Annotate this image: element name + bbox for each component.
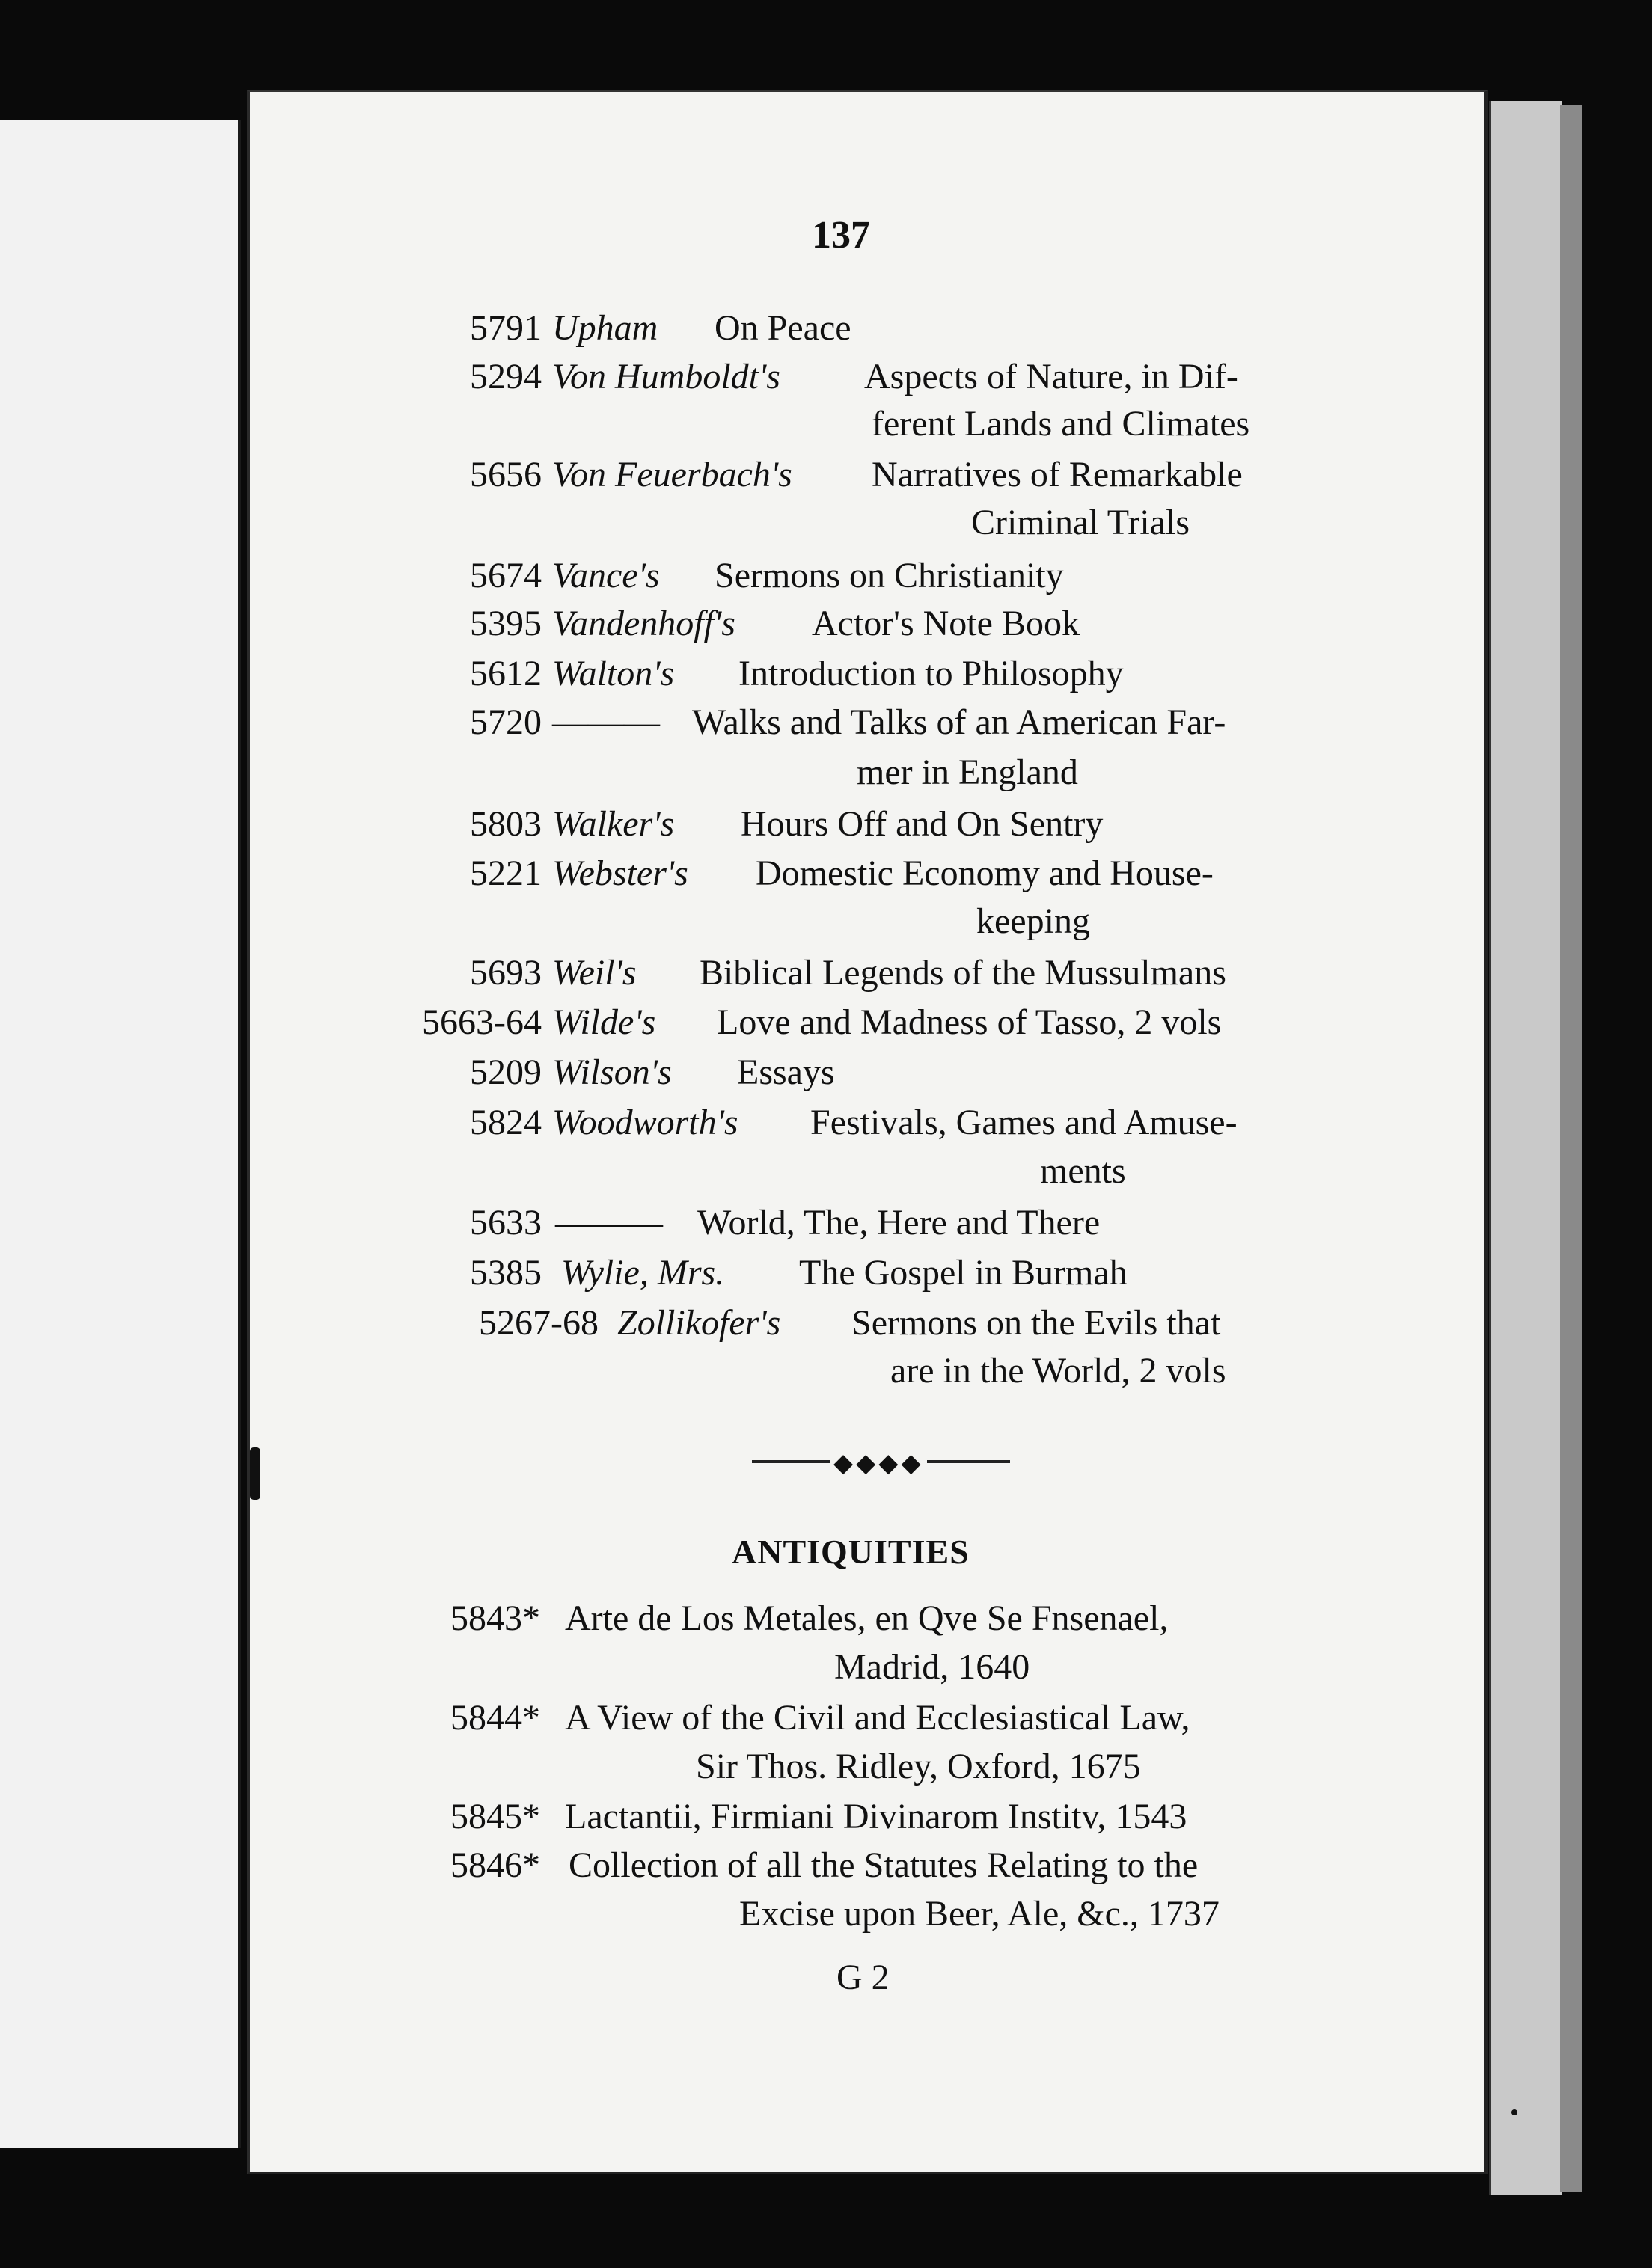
entry-author: Woodworth's: [552, 1103, 738, 1142]
antiquity-title-continued: Madrid, 1640: [834, 1647, 1030, 1687]
entry-number: 5294: [470, 357, 542, 396]
entry-title-continued: mer in England: [857, 753, 1078, 792]
entry-title: Hours Off and On Sentry: [741, 804, 1104, 844]
entry-title: Essays: [737, 1052, 835, 1092]
entry-number: 5663-64: [422, 1002, 542, 1042]
entry-number: 5656: [470, 455, 542, 494]
speck: [1511, 2109, 1517, 2115]
entry-title: Sermons on the Evils that: [851, 1303, 1221, 1343]
entry-author: Wilde's: [552, 1002, 656, 1042]
entry-author: Von Feuerbach's: [552, 455, 792, 494]
antiquity-number: 5844*: [450, 1698, 540, 1738]
entry-title: The Gospel in Burmah: [799, 1253, 1128, 1293]
entry-author: Vandenhoff's: [552, 604, 735, 643]
binding-mark: [250, 1447, 260, 1500]
entry-author: Zollikofer's: [617, 1303, 781, 1343]
entry-title: Domestic Economy and House-: [756, 853, 1214, 893]
underlying-page: [1489, 101, 1562, 2195]
entry-number: 5824: [470, 1103, 542, 1142]
entry-title: On Peace: [715, 308, 851, 348]
left-page-edge: [0, 120, 241, 2148]
antiquity-title: Arte de Los Metales, en Qve Se Fnsenael,: [565, 1599, 1169, 1638]
entry-title-continued: are in the World, 2 vols: [890, 1351, 1226, 1391]
entry-number: 5674: [470, 556, 542, 595]
entry-author: Wylie, Mrs.: [561, 1253, 725, 1293]
entry-title-continued: ments: [1040, 1151, 1126, 1191]
entry-number: 5267-68: [479, 1303, 599, 1343]
entry-author: Weil's: [552, 953, 637, 993]
antiquity-title: A View of the Civil and Ecclesiastical Law,: [565, 1698, 1190, 1738]
entry-dash: ———: [552, 702, 660, 742]
entry-author: Vance's: [552, 556, 660, 595]
antiquity-number: 5845*: [450, 1797, 540, 1836]
antiquity-title: Lactantii, Firmiani Divinarom Institv, 1543: [565, 1797, 1187, 1836]
entry-number: 5209: [470, 1052, 542, 1092]
entry-title: Sermons on Christianity: [715, 556, 1064, 595]
rule-ornament: ◆◆◆◆: [830, 1448, 927, 1478]
entry-dash: ———: [555, 1203, 663, 1242]
entry-author: Webster's: [552, 853, 688, 893]
entry-number: 5693: [470, 953, 542, 993]
antiquity-title: Collection of all the Statutes Relating to the: [569, 1845, 1199, 1885]
entry-number: 5720: [470, 702, 542, 742]
entry-number: 5633: [470, 1203, 542, 1242]
entry-title: Aspects of Nature, in Dif-: [864, 357, 1238, 396]
antiquity-number: 5843*: [450, 1599, 540, 1638]
page-number: 137: [812, 214, 870, 257]
entry-number: 5385: [470, 1253, 542, 1293]
entry-title: Love and Madness of Tasso, 2 vols: [717, 1002, 1222, 1042]
entry-title: Actor's Note Book: [812, 604, 1080, 643]
antiquity-number: 5846*: [450, 1845, 540, 1885]
signature-mark: G 2: [836, 1958, 890, 1997]
entry-number: 5395: [470, 604, 542, 643]
entry-title: World, The, Here and There: [697, 1203, 1101, 1242]
entry-author: Walker's: [552, 804, 675, 844]
antiquity-title-continued: Sir Thos. Ridley, Oxford, 1675: [696, 1747, 1141, 1786]
entry-title-continued: keeping: [976, 901, 1090, 941]
entry-number: 5791: [470, 308, 542, 348]
section-heading: ANTIQUITIES: [732, 1533, 970, 1571]
entry-title-continued: ferent Lands and Climates: [872, 404, 1250, 444]
entry-number: 5803: [470, 804, 542, 844]
entry-title: Biblical Legends of the Mussulmans: [700, 953, 1226, 993]
book-edge: [1560, 105, 1582, 2192]
entry-title: Festivals, Games and Amuse-: [810, 1103, 1238, 1142]
antiquity-title-continued: Excise upon Beer, Ale, &c., 1737: [739, 1894, 1220, 1934]
entry-title: Walks and Talks of an American Far-: [692, 702, 1226, 742]
entry-author: Von Humboldt's: [552, 357, 780, 396]
entry-number: 5221: [470, 853, 542, 893]
entry-author: Wilson's: [552, 1052, 672, 1092]
entry-title: Narratives of Remarkable: [872, 455, 1243, 494]
entry-author: Upham: [552, 308, 658, 348]
entry-number: 5612: [470, 654, 542, 693]
entry-title-continued: Criminal Trials: [971, 503, 1190, 542]
entry-title: Introduction to Philosophy: [738, 654, 1124, 693]
entry-author: Walton's: [552, 654, 675, 693]
